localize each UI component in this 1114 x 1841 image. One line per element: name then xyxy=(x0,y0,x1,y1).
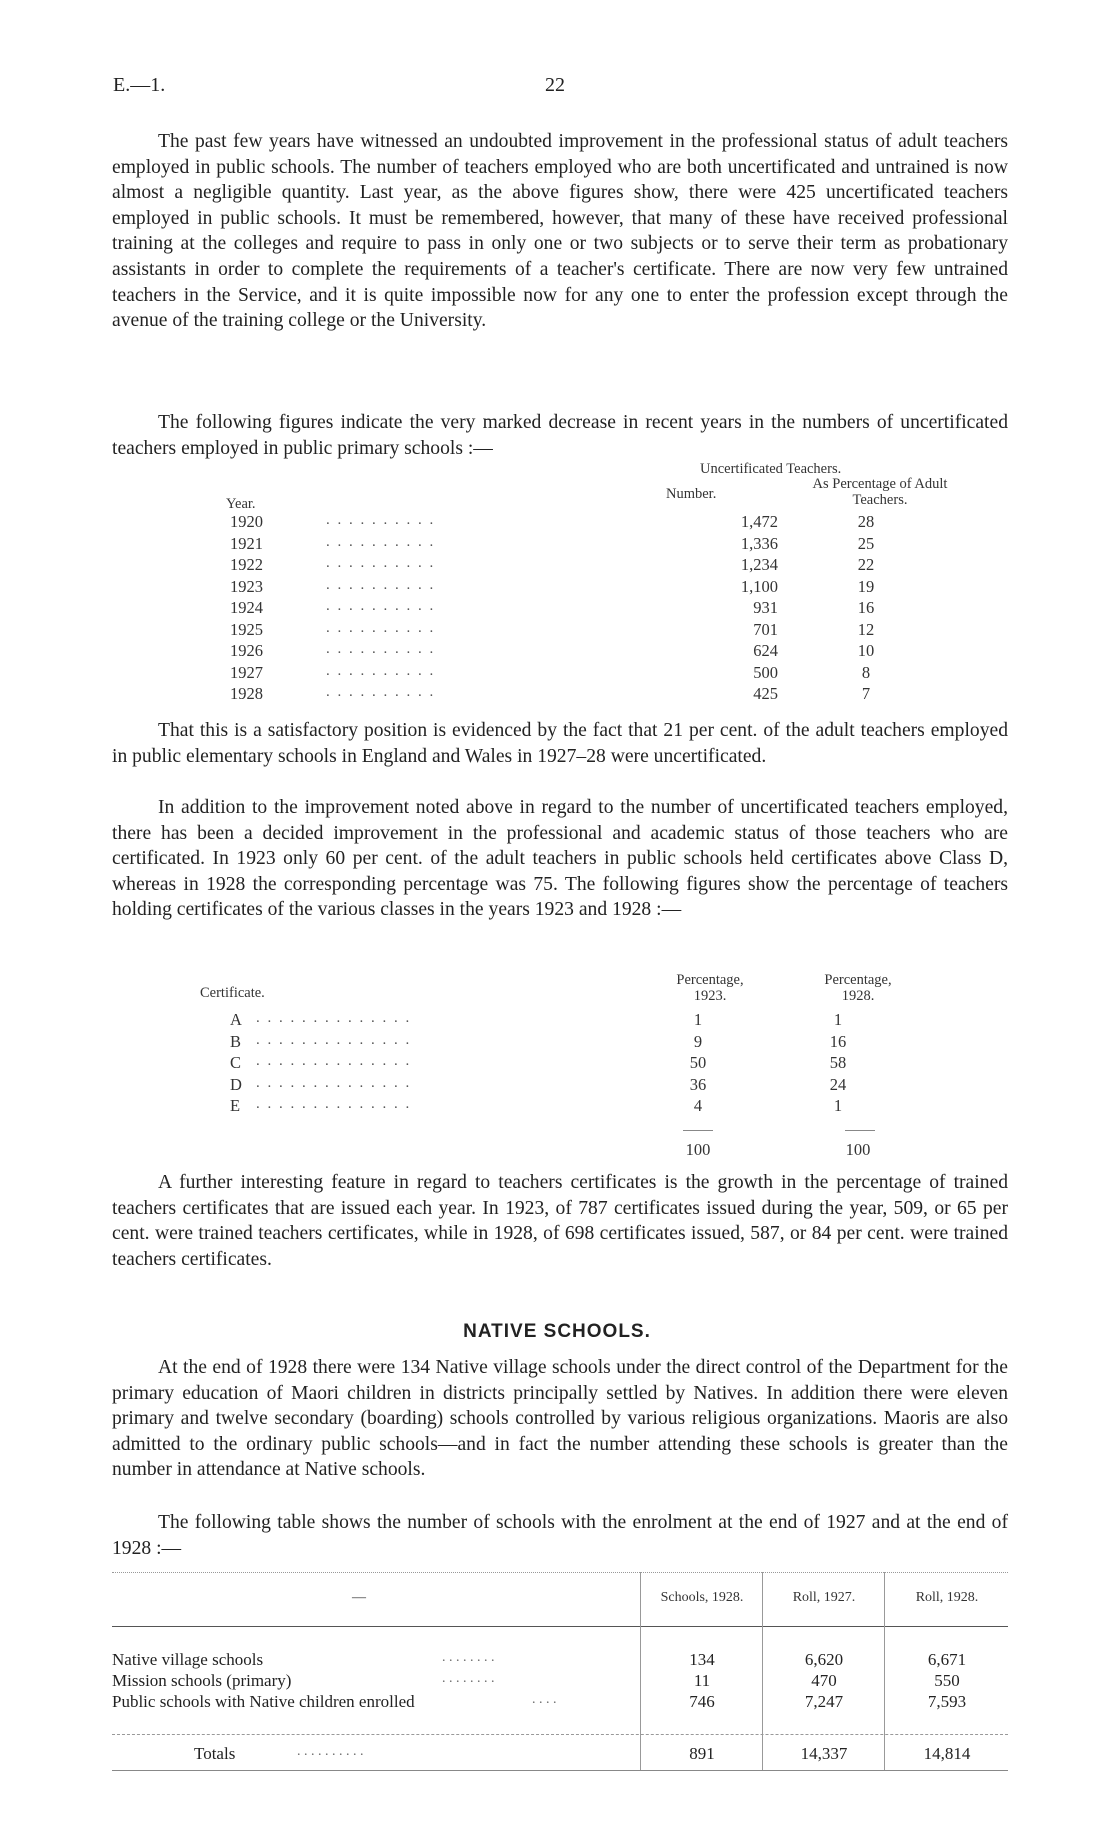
table-row: 1921 . . . . . . . . . . 1,336 25 xyxy=(230,533,875,553)
col-header-percentage: As Percentage of Adult Teachers. xyxy=(812,476,948,508)
page-number: 22 xyxy=(545,74,565,96)
table-row: E . . . . . . . . . . . . . . 4 1 xyxy=(230,1096,843,1115)
certificate-table xyxy=(200,1010,960,1118)
table-row: 1920 . . . . . . . . . . 1,472 28 xyxy=(230,512,875,531)
col-header-roll-1927: Roll, 1927. xyxy=(792,1590,856,1605)
section-title: NATIVE SCHOOLS. xyxy=(463,1321,651,1342)
table-totals-rule xyxy=(112,1734,1008,1735)
col-header-schools: Schools, 1928. xyxy=(660,1590,744,1605)
table-row: 1927 . . . . . . . . . . 500 8 xyxy=(230,662,871,682)
paragraph-native-table-intro: The following table shows the number of schools with the enrolment at the end of 1927 and at the end of 1928 :— xyxy=(112,1512,1008,1559)
col-header-number: Number. xyxy=(666,486,717,502)
table-top-rule xyxy=(112,1572,1008,1573)
column-divider xyxy=(640,1572,641,1770)
table-row: 1926 . . . . . . . . . . 624 10 xyxy=(230,641,875,660)
col-header-certificate: Certificate. xyxy=(200,985,265,1001)
uncertificated-table xyxy=(226,512,986,706)
document-reference: E.—1. xyxy=(113,74,166,96)
column-divider xyxy=(884,1572,885,1770)
col-header-roll-1928: Roll, 1928. xyxy=(915,1590,979,1605)
table-group-header: Uncertificated Teachers. xyxy=(700,461,842,477)
table-row: A . . . . . . . . . . . . . . 1 1 xyxy=(230,1010,843,1029)
table-row: 1928 . . . . . . . . . . 425 7 xyxy=(230,684,871,703)
table-row: C . . . . . . . . . . . . . . 50 58 xyxy=(230,1053,847,1072)
col-header-year: Year. xyxy=(226,496,256,512)
table-row: B . . . . . . . . . . . . . . 9 16 xyxy=(230,1031,847,1051)
total-rule-1923 xyxy=(683,1130,713,1131)
table-row: 1922 . . . . . . . . . . 1,234 22 xyxy=(230,555,875,574)
paragraph-uncertificated-intro: The following figures indicate the very marked decrease in recent years in the numbers of uncertificated teachers employed in public primary schools :— xyxy=(112,412,1008,459)
native-schools-table: — Schools, 1928. Roll, 1927. Roll, 1928. Native village schools . . . . . . . . 134 6,620 6,671 Mission schools (primary) . . . . . . . . 11 470 550 Public schools with Native children enrolled . . . . 746 7,247 7,593 Totals . . . . . . . . . . 891 14,337 14,814 xyxy=(112,1572,1008,1772)
table-row: 1924 . . . . . . . . . . 931 16 xyxy=(230,598,875,617)
table-row: 1923 . . . . . . . . . . 1,100 19 xyxy=(230,576,875,596)
paragraph-satisfactory-position: That this is a satisfactory position is evidenced by the fact that 21 per cent. of the adult teachers employed in public elementary schools in England and Wales in 1927–28 were uncertificated. xyxy=(112,720,1008,767)
paragraph-professional-status: The past few years have witnessed an undoubted improvement in the professional status of adult teachers employed in public schools. The number of teachers employed who are both uncertificated and untrained is now almost a negligible quantity. Last year, as the above figures show, there were 425 uncertificated teachers employed in public schools. It must be remembered, however, that many of these have received professional training at the colleges and require to pass in only one or two subjects or to serve their term as probationary assistants in order to complete the requirements of a teacher's certificate. There are now very few untrained teachers in the Service, and it is quite impossible now for any one to enter the profession except through the avenue of the training college or the University. xyxy=(112,131,1008,332)
table-row: D . . . . . . . . . . . . . . 36 24 xyxy=(230,1074,847,1094)
table-row: 1925 . . . . . . . . . . 701 12 xyxy=(230,619,875,639)
total-1928: 100 xyxy=(845,1140,871,1159)
paragraph-native-schools: At the end of 1928 there were 134 Native village schools under the direct control of the Department for the primary education of Maori children in districts principally settled by Natives. In addition there were eleven primary and twelve secondary (boarding) schools controlled by various religious organizations. Maoris are also admitted to the ordinary public schools—and in fact the number attending these schools is greater than the number in attendance at Native schools. xyxy=(112,1357,1008,1481)
total-rule-1928 xyxy=(845,1130,875,1131)
paragraph-trained-certificates: A further interesting feature in regard to teachers certificates is the growth in the percentage of trained teachers certificates that are issued each year. In 1923, of 787 certificates issued during the year, 509, or 65 per cent. were trained teachers certificates, while in 1928, of 698 certificates issued, 587, or 84 per cent. were trained teachers certificates. xyxy=(112,1172,1008,1270)
col-header-blank: — xyxy=(352,1590,366,1605)
total-1923: 100 xyxy=(685,1140,711,1159)
table-bottom-rule xyxy=(112,1770,1008,1771)
col-header-1923: Percentage, 1923. xyxy=(676,972,744,1004)
paragraph-academic-status: In addition to the improvement noted above in regard to the number of uncertificated teachers employed, there has been a decided improvement in the professional and academic status of those teachers who are certificated. In 1923 only 60 per cent. of the adult teachers in public schools held certificates above Class D, whereas in 1928 the corresponding percentage was 75. The following figures show the percentage of teachers holding certificates of the various classes in the years 1923 and 1928 :— xyxy=(112,797,1008,921)
col-header-1928: Percentage, 1928. xyxy=(824,972,892,1004)
table-header-rule xyxy=(112,1626,1008,1627)
column-divider xyxy=(762,1572,763,1770)
